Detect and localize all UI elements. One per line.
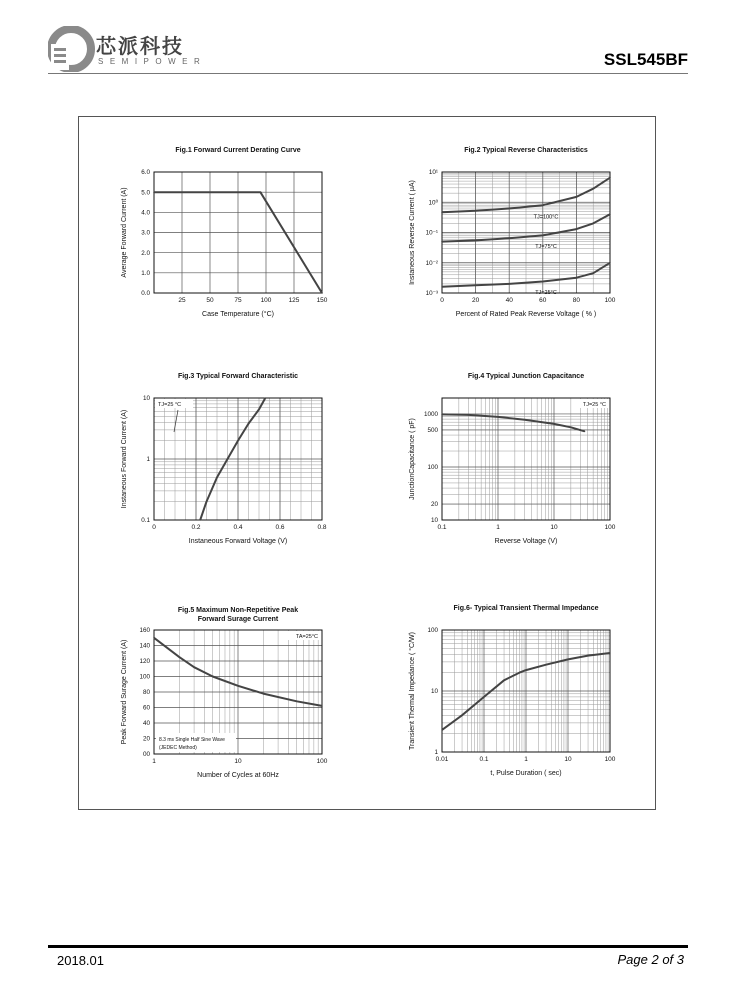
data-point xyxy=(248,423,250,425)
data-point xyxy=(545,664,547,666)
chart-subtitle: Forward Surage Current xyxy=(197,616,279,623)
data-point xyxy=(576,196,578,198)
data-point xyxy=(497,416,499,418)
data-point xyxy=(553,423,555,425)
data-point xyxy=(262,693,264,695)
x-tick-label: 125 xyxy=(288,297,300,304)
data-point xyxy=(265,397,267,399)
x-tick-label: 50 xyxy=(206,297,214,304)
x-tick-label: 100 xyxy=(604,756,616,763)
x-tick-label: 0.01 xyxy=(435,756,449,763)
y-axis-label: Instaneous Forward Current (A) xyxy=(121,409,128,509)
temperature-annotation: TA=25°C xyxy=(295,634,318,640)
x-tick-label: 75 xyxy=(234,297,242,304)
data-point xyxy=(592,272,594,274)
y-tick-label: 160 xyxy=(139,627,150,635)
y-tick-label: 1 xyxy=(434,749,438,757)
data-point xyxy=(461,714,463,716)
x-tick-label: 10 xyxy=(564,756,572,763)
y-tick-label: 5.0 xyxy=(141,189,150,197)
x-tick-label: 10 xyxy=(234,758,242,765)
y-tick-label: 10 xyxy=(142,395,150,403)
x-tick-label: 100 xyxy=(604,297,616,304)
data-point xyxy=(193,666,195,668)
y-axis-label: Peak Forward Surage Current (A) xyxy=(121,639,128,745)
y-tick-label: 3.0 xyxy=(141,229,150,237)
data-point xyxy=(260,191,262,193)
data-point xyxy=(508,283,510,285)
x-axis-label: t, Pulse Duration ( sec) xyxy=(490,770,562,777)
data-point xyxy=(153,191,155,193)
company-name-en: SEMIPOWER xyxy=(98,57,207,66)
company-name-cn: 芯派科技 xyxy=(96,34,184,58)
chart-title: Fig.4 Typical Junction Capacitance xyxy=(467,373,585,380)
y-tick-label: 10⁻² xyxy=(425,259,438,267)
chart-title: Fig.2 Typical Reverse Characteristics xyxy=(464,147,588,154)
data-point xyxy=(441,211,443,213)
data-point xyxy=(570,427,572,429)
y-tick-label: 1000 xyxy=(423,411,438,419)
chart-title: Fig.6- Typical Transient Thermal Impedance xyxy=(453,605,599,612)
data-point xyxy=(542,204,544,206)
data-point xyxy=(216,477,218,479)
data-point xyxy=(584,431,586,433)
x-tick-label: 0.2 xyxy=(191,524,201,531)
y-tick-label: 6.0 xyxy=(141,169,150,177)
temperature-annotation: TJ=25 °C xyxy=(158,402,182,408)
y-tick-label: 140 xyxy=(139,642,150,650)
x-tick-label: 1 xyxy=(524,756,528,763)
y-tick-label: 10 xyxy=(430,517,438,525)
x-tick-label: 1 xyxy=(152,758,156,765)
x-tick-label: 0.4 xyxy=(233,524,243,531)
y-tick-label: 500 xyxy=(427,427,438,435)
fig3-forward-chart xyxy=(104,368,344,558)
data-point xyxy=(237,440,239,442)
x-tick-label: 20 xyxy=(471,297,480,304)
fig5-surge-chart xyxy=(104,600,344,790)
data-point xyxy=(321,292,323,294)
data-point xyxy=(525,669,527,671)
part-number: SSL545BF xyxy=(603,50,688,69)
data-point xyxy=(508,237,510,239)
header-divider xyxy=(48,73,688,74)
data-point xyxy=(542,235,544,237)
x-tick-label: 0.1 xyxy=(479,756,489,763)
x-axis-label: Reverse Voltage (V) xyxy=(494,538,558,545)
footer-page-number: Page 2 of 3 xyxy=(617,952,684,967)
data-point xyxy=(258,409,260,411)
y-tick-label: 10⁰ xyxy=(428,199,438,207)
x-tick-label: 1 xyxy=(496,524,500,531)
x-tick-label: 60 xyxy=(539,297,547,304)
x-tick-label: 0 xyxy=(440,297,444,304)
fig2-reverse-chart xyxy=(400,138,635,328)
data-point xyxy=(567,659,569,661)
data-point xyxy=(609,177,611,179)
y-tick-label: 10⁻³ xyxy=(425,290,438,298)
data-point xyxy=(609,262,611,264)
data-point xyxy=(483,696,485,698)
data-point xyxy=(212,676,214,678)
data-point xyxy=(609,652,611,654)
y-tick-label: 100 xyxy=(427,627,438,635)
x-tick-label: 0 xyxy=(152,524,156,531)
method-note: (JEDEC Method) xyxy=(159,745,197,751)
y-tick-label: 00 xyxy=(142,751,150,759)
data-point xyxy=(576,228,578,230)
y-tick-label: 2.0 xyxy=(141,249,150,257)
data-point xyxy=(237,685,239,687)
data-point xyxy=(475,210,477,212)
data-point xyxy=(519,672,521,674)
y-tick-label: 20 xyxy=(430,501,438,509)
data-point xyxy=(441,241,443,243)
x-axis-label: Number of Cycles at 60Hz xyxy=(197,772,279,779)
y-tick-label: 10 xyxy=(430,688,438,696)
data-point xyxy=(592,223,594,225)
y-tick-label: 0.0 xyxy=(141,290,150,298)
annotation-leader xyxy=(174,410,178,432)
data-point xyxy=(609,213,611,215)
y-tick-label: 4.0 xyxy=(141,209,150,217)
x-tick-label: 150 xyxy=(316,297,328,304)
y-axis-label: Instaneous Reverse Current ( μA) xyxy=(409,180,416,285)
series-label: TJ=100°C xyxy=(533,214,559,221)
y-tick-label: 80 xyxy=(142,689,150,697)
data-point xyxy=(587,655,589,657)
y-tick-label: 1.0 xyxy=(141,270,150,278)
series-line xyxy=(442,414,585,431)
x-axis-label: Percent of Rated Peak Reverse Voltage ( % ) xyxy=(455,311,597,318)
data-point xyxy=(178,656,180,658)
data-point xyxy=(468,414,470,416)
x-tick-label: 25 xyxy=(178,297,186,304)
y-tick-label: 60 xyxy=(142,704,150,712)
footer-divider xyxy=(48,945,688,948)
x-tick-label: 10 xyxy=(550,524,558,531)
fig4-capacitance-chart xyxy=(400,368,635,558)
y-axis-label: JunctionCapacitance ( pF) xyxy=(409,418,416,500)
y-tick-label: 40 xyxy=(142,720,150,728)
x-tick-label: 0.6 xyxy=(275,524,285,531)
data-point xyxy=(206,501,208,503)
method-note: 8.3 ms Single Half Sine Wave xyxy=(159,737,225,743)
y-tick-label: 100 xyxy=(139,673,150,681)
data-point xyxy=(441,286,443,288)
chart-title: Fig.1 Forward Current Derating Curve xyxy=(175,147,301,154)
y-tick-label: 10⁻¹ xyxy=(425,229,438,237)
data-point xyxy=(441,729,443,731)
fig6-thermal-chart xyxy=(400,600,635,790)
chart-title: Fig.5 Maximum Non-Repetitive Peak xyxy=(177,607,299,614)
x-tick-label: 100 xyxy=(260,297,272,304)
x-tick-label: 100 xyxy=(316,758,328,765)
x-tick-label: 0.1 xyxy=(437,524,447,531)
data-point xyxy=(441,414,443,416)
data-point xyxy=(503,679,505,681)
data-point xyxy=(475,284,477,286)
x-axis-label: Case Temperature (°C) xyxy=(202,311,274,318)
y-axis-label: Average Forward Current (A) xyxy=(121,187,128,278)
data-point xyxy=(524,419,526,421)
data-point xyxy=(592,188,594,190)
temperature-annotation: TJ=25 °C xyxy=(582,402,606,408)
data-point xyxy=(576,277,578,279)
x-axis-label: Instaneous Forward Voltage (V) xyxy=(188,538,288,545)
chart-title: Fig.3 Typical Forward Characteristic xyxy=(177,373,299,380)
y-tick-label: 100 xyxy=(427,464,438,472)
x-tick-label: 80 xyxy=(572,297,581,304)
series-label: TJ=75°C xyxy=(535,244,557,251)
data-point xyxy=(475,240,477,242)
data-point xyxy=(153,637,155,639)
x-tick-label: 40 xyxy=(505,297,513,304)
x-tick-label: 0.8 xyxy=(317,524,327,531)
footer-date: 2018.01 xyxy=(57,953,104,968)
y-tick-label: 10¹ xyxy=(428,169,438,177)
data-point xyxy=(321,705,323,707)
data-point xyxy=(542,281,544,283)
series-label: TJ=25°C xyxy=(535,289,557,296)
y-tick-label: 20 xyxy=(142,735,150,743)
y-tick-label: 0.1 xyxy=(141,517,150,525)
y-tick-label: 120 xyxy=(139,658,150,666)
y-axis-label: Transient Thermal Impedance ( °C/W) xyxy=(409,632,416,750)
data-point xyxy=(296,701,298,703)
x-tick-label: 100 xyxy=(604,524,616,531)
data-point xyxy=(227,458,229,460)
data-point xyxy=(508,208,510,210)
data-point xyxy=(199,519,201,521)
fig1-derating-chart xyxy=(104,138,344,328)
y-tick-label: 1 xyxy=(146,456,150,464)
